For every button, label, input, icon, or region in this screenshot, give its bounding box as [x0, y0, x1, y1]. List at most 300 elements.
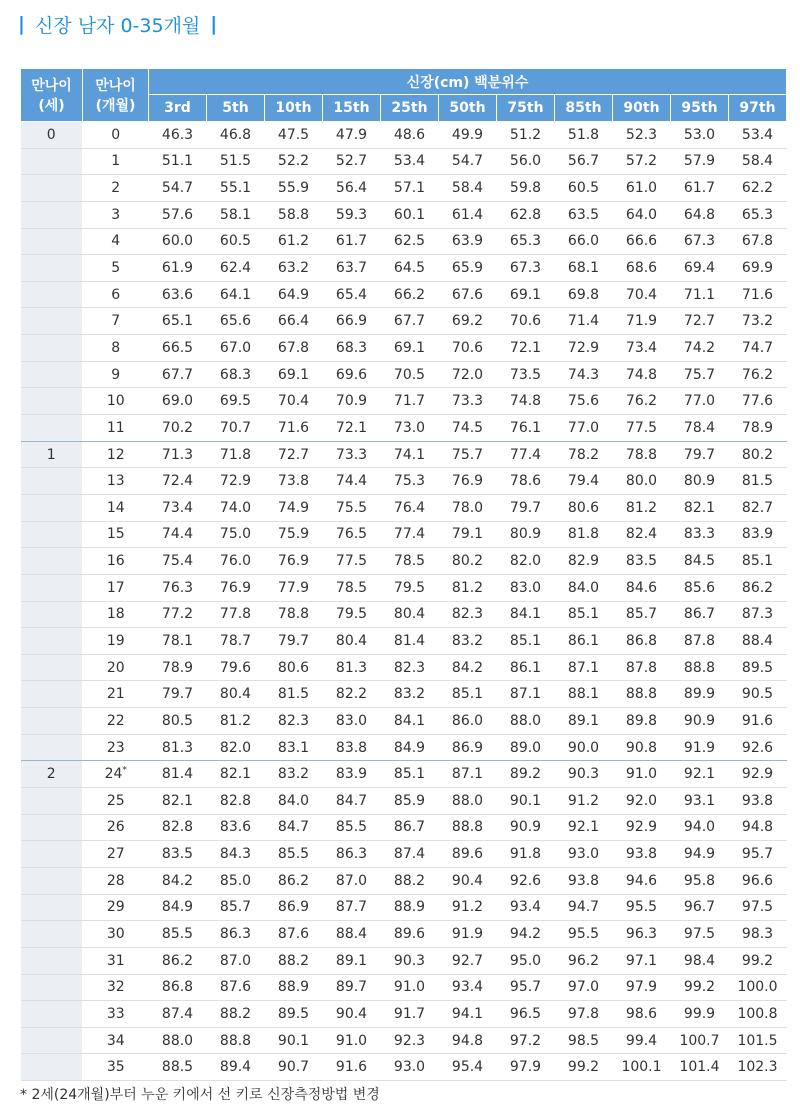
age-months-cell: 7: [83, 308, 149, 335]
height-value-cell: 88.5: [149, 1054, 207, 1081]
height-value-cell: 66.4: [265, 308, 323, 335]
height-value-cell: 69.8: [555, 281, 613, 308]
height-value-cell: 90.1: [265, 1027, 323, 1054]
height-value-cell: 90.7: [265, 1054, 323, 1081]
height-value-cell: 82.3: [265, 708, 323, 735]
height-value-cell: 93.0: [555, 841, 613, 868]
height-value-cell: 93.4: [439, 974, 497, 1001]
height-value-cell: 62.5: [381, 228, 439, 255]
table-row: [21, 894, 787, 921]
age-months-cell: 20: [83, 654, 149, 681]
height-value-cell: 77.2: [149, 601, 207, 628]
height-value-cell: 93.0: [381, 1054, 439, 1081]
table-row: [21, 441, 787, 468]
height-value-cell: 52.7: [323, 148, 381, 175]
height-value-cell: 80.9: [497, 521, 555, 548]
height-value-cell: 99.2: [671, 974, 729, 1001]
age-years-cell: [21, 175, 83, 202]
height-value-cell: 92.0: [613, 788, 671, 815]
height-value-cell: 63.2: [265, 255, 323, 282]
height-value-cell: 91.9: [439, 921, 497, 948]
age-months-cell: 21: [83, 681, 149, 708]
height-value-cell: 85.5: [323, 814, 381, 841]
height-value-cell: 97.1: [613, 947, 671, 974]
height-value-cell: 101.4: [671, 1054, 729, 1081]
height-value-cell: 94.7: [555, 894, 613, 921]
age-years-cell: [21, 548, 83, 575]
height-value-cell: 84.3: [207, 841, 265, 868]
header-age-months: 만나이 (개월): [83, 69, 149, 122]
height-value-cell: 98.5: [555, 1027, 613, 1054]
age-years-cell: [21, 415, 83, 442]
height-value-cell: 83.9: [729, 521, 787, 548]
height-value-cell: 75.5: [323, 494, 381, 521]
table-row: [21, 1001, 787, 1028]
height-value-cell: 77.5: [323, 548, 381, 575]
height-value-cell: 87.4: [149, 1001, 207, 1028]
height-value-cell: 95.0: [497, 947, 555, 974]
height-value-cell: 72.7: [265, 441, 323, 468]
height-value-cell: 53.0: [671, 122, 729, 149]
height-value-cell: 74.1: [381, 441, 439, 468]
height-value-cell: 81.4: [149, 761, 207, 788]
height-value-cell: 79.6: [207, 654, 265, 681]
height-value-cell: 91.2: [439, 894, 497, 921]
age-years-cell: [21, 468, 83, 495]
height-value-cell: 91.9: [671, 734, 729, 761]
height-value-cell: 74.4: [149, 521, 207, 548]
height-value-cell: 84.2: [149, 867, 207, 894]
height-value-cell: 94.1: [439, 1001, 497, 1028]
height-value-cell: 80.6: [555, 494, 613, 521]
age-years-cell: [21, 708, 83, 735]
age-years-cell: 2: [21, 761, 83, 788]
height-value-cell: 73.3: [439, 388, 497, 415]
table-row: [21, 814, 787, 841]
height-value-cell: 87.1: [439, 761, 497, 788]
height-value-cell: 69.4: [671, 255, 729, 282]
height-value-cell: 74.2: [671, 335, 729, 362]
height-value-cell: 46.8: [207, 122, 265, 149]
height-value-cell: 60.5: [207, 228, 265, 255]
height-value-cell: 87.1: [497, 681, 555, 708]
height-value-cell: 90.8: [613, 734, 671, 761]
table-row: [21, 521, 787, 548]
height-value-cell: 76.2: [729, 361, 787, 388]
title-bar-left: |: [18, 13, 25, 35]
age-years-cell: [21, 521, 83, 548]
height-value-cell: 65.3: [497, 228, 555, 255]
height-value-cell: 46.3: [149, 122, 207, 149]
height-value-cell: 85.9: [381, 788, 439, 815]
table-row: [21, 415, 787, 442]
height-value-cell: 89.1: [323, 947, 381, 974]
height-value-cell: 95.7: [497, 974, 555, 1001]
height-value-cell: 92.9: [729, 761, 787, 788]
age-months-cell: 8: [83, 335, 149, 362]
height-value-cell: 77.0: [671, 388, 729, 415]
height-value-cell: 92.3: [381, 1027, 439, 1054]
height-value-cell: 63.5: [555, 201, 613, 228]
height-value-cell: 51.8: [555, 122, 613, 149]
height-value-cell: 79.5: [381, 574, 439, 601]
height-value-cell: 70.9: [323, 388, 381, 415]
height-value-cell: 87.1: [555, 654, 613, 681]
age-years-cell: [21, 494, 83, 521]
height-value-cell: 83.5: [149, 841, 207, 868]
height-value-cell: 63.6: [149, 281, 207, 308]
height-value-cell: 84.1: [497, 601, 555, 628]
height-value-cell: 77.8: [207, 601, 265, 628]
height-value-cell: 86.7: [381, 814, 439, 841]
height-value-cell: 69.2: [439, 308, 497, 335]
height-value-cell: 74.0: [207, 494, 265, 521]
height-value-cell: 90.4: [439, 867, 497, 894]
age-years-cell: [21, 1054, 83, 1081]
height-value-cell: 92.7: [439, 947, 497, 974]
page-title: [18, 8, 217, 40]
height-value-cell: 87.0: [323, 867, 381, 894]
header-percentile: 10th: [265, 95, 323, 122]
height-value-cell: 62.8: [497, 201, 555, 228]
height-value-cell: 87.6: [207, 974, 265, 1001]
height-value-cell: 58.1: [207, 201, 265, 228]
height-value-cell: 80.4: [323, 628, 381, 655]
table-row: [21, 628, 787, 655]
age-months-cell: 25: [83, 788, 149, 815]
table-row: [21, 761, 787, 788]
header-percentile-group: 신장(cm) 백분위수: [149, 69, 787, 95]
height-value-cell: 71.9: [613, 308, 671, 335]
age-months-cell: 12: [83, 441, 149, 468]
height-value-cell: 78.9: [149, 654, 207, 681]
height-value-cell: 75.0: [207, 521, 265, 548]
height-value-cell: 84.2: [439, 654, 497, 681]
height-value-cell: 91.6: [323, 1054, 381, 1081]
height-value-cell: 64.0: [613, 201, 671, 228]
height-value-cell: 71.6: [729, 281, 787, 308]
age-years-cell: [21, 947, 83, 974]
height-value-cell: 55.9: [265, 175, 323, 202]
height-value-cell: 77.9: [265, 574, 323, 601]
age-months-cell: 14: [83, 494, 149, 521]
height-value-cell: 81.2: [613, 494, 671, 521]
height-value-cell: 85.1: [729, 548, 787, 575]
height-value-cell: 78.2: [555, 441, 613, 468]
height-value-cell: 67.6: [439, 281, 497, 308]
header-percentile: 50th: [439, 95, 497, 122]
height-value-cell: 58.4: [729, 148, 787, 175]
height-value-cell: 84.1: [381, 708, 439, 735]
height-value-cell: 82.1: [207, 761, 265, 788]
height-value-cell: 87.6: [265, 921, 323, 948]
height-value-cell: 91.0: [323, 1027, 381, 1054]
height-value-cell: 92.1: [555, 814, 613, 841]
height-value-cell: 70.6: [497, 308, 555, 335]
height-value-cell: 82.7: [729, 494, 787, 521]
table-row: [21, 974, 787, 1001]
height-value-cell: 51.1: [149, 148, 207, 175]
height-value-cell: 79.7: [265, 628, 323, 655]
height-value-cell: 71.6: [265, 415, 323, 442]
height-value-cell: 95.4: [439, 1054, 497, 1081]
height-value-cell: 89.6: [381, 921, 439, 948]
height-value-cell: 61.4: [439, 201, 497, 228]
height-value-cell: 80.4: [381, 601, 439, 628]
height-value-cell: 89.9: [671, 681, 729, 708]
age-months-cell: 15: [83, 521, 149, 548]
height-value-cell: 86.3: [323, 841, 381, 868]
height-value-cell: 75.7: [671, 361, 729, 388]
table-row: [21, 335, 787, 362]
age-years-cell: [21, 841, 83, 868]
height-value-cell: 61.9: [149, 255, 207, 282]
height-value-cell: 88.4: [323, 921, 381, 948]
height-value-cell: 71.3: [149, 441, 207, 468]
height-value-cell: 77.4: [497, 441, 555, 468]
height-value-cell: 91.8: [497, 841, 555, 868]
height-value-cell: 81.4: [381, 628, 439, 655]
height-value-cell: 83.9: [323, 761, 381, 788]
height-value-cell: 91.7: [381, 1001, 439, 1028]
height-value-cell: 96.5: [497, 1001, 555, 1028]
age-months-cell: 0: [83, 122, 149, 149]
age-months-cell: 6: [83, 281, 149, 308]
height-value-cell: 78.5: [381, 548, 439, 575]
height-value-cell: 82.1: [149, 788, 207, 815]
height-value-cell: 67.7: [381, 308, 439, 335]
age-months-cell: 27: [83, 841, 149, 868]
height-value-cell: 77.0: [555, 415, 613, 442]
age-months-cell: 16: [83, 548, 149, 575]
height-value-cell: 67.3: [671, 228, 729, 255]
height-value-cell: 88.8: [439, 814, 497, 841]
height-value-cell: 88.0: [497, 708, 555, 735]
height-value-cell: 84.9: [381, 734, 439, 761]
table-row: [21, 841, 787, 868]
height-value-cell: 53.4: [729, 122, 787, 149]
height-value-cell: 53.4: [381, 148, 439, 175]
height-value-cell: 82.3: [381, 654, 439, 681]
height-value-cell: 66.0: [555, 228, 613, 255]
height-value-cell: 97.9: [613, 974, 671, 1001]
height-value-cell: 74.7: [729, 335, 787, 362]
height-value-cell: 69.1: [381, 335, 439, 362]
table-row: [21, 1054, 787, 1081]
age-years-cell: [21, 388, 83, 415]
height-value-cell: 76.9: [439, 468, 497, 495]
height-value-cell: 100.8: [729, 1001, 787, 1028]
height-value-cell: 83.3: [671, 521, 729, 548]
height-value-cell: 72.4: [149, 468, 207, 495]
height-value-cell: 74.5: [439, 415, 497, 442]
height-value-cell: 96.3: [613, 921, 671, 948]
height-value-cell: 79.7: [497, 494, 555, 521]
height-value-cell: 70.6: [439, 335, 497, 362]
height-value-cell: 72.0: [439, 361, 497, 388]
height-value-cell: 85.0: [207, 867, 265, 894]
height-value-cell: 79.7: [149, 681, 207, 708]
height-value-cell: 65.9: [439, 255, 497, 282]
height-value-cell: 78.7: [207, 628, 265, 655]
height-value-cell: 48.6: [381, 122, 439, 149]
height-value-cell: 61.0: [613, 175, 671, 202]
height-value-cell: 64.8: [671, 201, 729, 228]
age-months-cell: 17: [83, 574, 149, 601]
height-value-cell: 67.7: [149, 361, 207, 388]
height-value-cell: 61.2: [265, 228, 323, 255]
height-value-cell: 75.7: [439, 441, 497, 468]
height-value-cell: 99.2: [729, 947, 787, 974]
height-value-cell: 89.5: [265, 1001, 323, 1028]
height-value-cell: 93.8: [729, 788, 787, 815]
height-value-cell: 59.8: [497, 175, 555, 202]
title-text: 신장 남자 0-35개월: [34, 14, 201, 37]
height-value-cell: 84.7: [323, 788, 381, 815]
table-row: [21, 681, 787, 708]
height-value-cell: 86.3: [207, 921, 265, 948]
height-value-cell: 69.5: [207, 388, 265, 415]
height-value-cell: 56.0: [497, 148, 555, 175]
table-row: [21, 201, 787, 228]
age-years-cell: [21, 628, 83, 655]
height-value-cell: 96.6: [729, 867, 787, 894]
table-row: [21, 175, 787, 202]
height-value-cell: 73.0: [381, 415, 439, 442]
height-value-cell: 88.2: [265, 947, 323, 974]
height-value-cell: 98.3: [729, 921, 787, 948]
height-value-cell: 85.7: [613, 601, 671, 628]
table-row: [21, 921, 787, 948]
height-value-cell: 68.3: [207, 361, 265, 388]
height-value-cell: 81.2: [439, 574, 497, 601]
height-value-cell: 86.8: [149, 974, 207, 1001]
height-value-cell: 98.4: [671, 947, 729, 974]
age-years-cell: [21, 921, 83, 948]
height-value-cell: 94.9: [671, 841, 729, 868]
height-value-cell: 71.1: [671, 281, 729, 308]
height-value-cell: 78.8: [265, 601, 323, 628]
header-percentile: 5th: [207, 95, 265, 122]
height-value-cell: 80.2: [729, 441, 787, 468]
age-years-cell: [21, 148, 83, 175]
height-value-cell: 71.8: [207, 441, 265, 468]
height-value-cell: 96.2: [555, 947, 613, 974]
height-value-cell: 89.4: [207, 1054, 265, 1081]
height-value-cell: 84.9: [149, 894, 207, 921]
age-months-cell: 10: [83, 388, 149, 415]
height-value-cell: 82.8: [207, 788, 265, 815]
header-percentile: 85th: [555, 95, 613, 122]
height-value-cell: 67.8: [729, 228, 787, 255]
height-value-cell: 72.1: [323, 415, 381, 442]
height-value-cell: 78.9: [729, 415, 787, 442]
table-row: [21, 574, 787, 601]
height-value-cell: 89.8: [613, 708, 671, 735]
height-value-cell: 83.2: [439, 628, 497, 655]
height-value-cell: 73.2: [729, 308, 787, 335]
height-value-cell: 79.5: [323, 601, 381, 628]
height-value-cell: 89.7: [323, 974, 381, 1001]
age-years-cell: [21, 788, 83, 815]
height-value-cell: 70.4: [613, 281, 671, 308]
height-value-cell: 74.4: [323, 468, 381, 495]
height-value-cell: 91.0: [613, 761, 671, 788]
height-value-cell: 69.9: [729, 255, 787, 282]
age-years-cell: [21, 308, 83, 335]
height-value-cell: 72.9: [555, 335, 613, 362]
height-value-cell: 87.0: [207, 947, 265, 974]
height-value-cell: 70.5: [381, 361, 439, 388]
age-months-cell: 2: [83, 175, 149, 202]
height-value-cell: 92.6: [729, 734, 787, 761]
height-value-cell: 81.8: [555, 521, 613, 548]
height-value-cell: 86.2: [265, 867, 323, 894]
height-value-cell: 92.6: [497, 867, 555, 894]
height-value-cell: 86.0: [439, 708, 497, 735]
height-value-cell: 70.2: [149, 415, 207, 442]
height-value-cell: 83.2: [381, 681, 439, 708]
height-value-cell: 94.8: [729, 814, 787, 841]
height-value-cell: 98.6: [613, 1001, 671, 1028]
height-value-cell: 66.6: [613, 228, 671, 255]
height-value-cell: 88.8: [613, 681, 671, 708]
height-value-cell: 90.0: [555, 734, 613, 761]
height-value-cell: 99.9: [671, 1001, 729, 1028]
height-value-cell: 97.5: [729, 894, 787, 921]
height-value-cell: 88.0: [149, 1027, 207, 1054]
height-value-cell: 57.9: [671, 148, 729, 175]
height-value-cell: 86.8: [613, 628, 671, 655]
height-value-cell: 90.9: [497, 814, 555, 841]
height-value-cell: 90.3: [381, 947, 439, 974]
table-row: [21, 654, 787, 681]
height-value-cell: 60.5: [555, 175, 613, 202]
height-value-cell: 62.4: [207, 255, 265, 282]
age-years-cell: [21, 1027, 83, 1054]
height-value-cell: 97.8: [555, 1001, 613, 1028]
age-months-cell: 31: [83, 947, 149, 974]
height-value-cell: 94.0: [671, 814, 729, 841]
height-value-cell: 64.1: [207, 281, 265, 308]
height-percentile-table: [20, 68, 787, 1081]
header-percentile: 97th: [729, 95, 787, 122]
height-value-cell: 79.7: [671, 441, 729, 468]
table-row: [21, 281, 787, 308]
height-value-cell: 87.3: [729, 601, 787, 628]
height-value-cell: 90.9: [671, 708, 729, 735]
height-value-cell: 66.5: [149, 335, 207, 362]
height-value-cell: 71.7: [381, 388, 439, 415]
height-value-cell: 61.7: [323, 228, 381, 255]
height-value-cell: 94.8: [439, 1027, 497, 1054]
height-value-cell: 83.1: [265, 734, 323, 761]
height-value-cell: 85.1: [439, 681, 497, 708]
age-years-cell: 0: [21, 122, 83, 149]
height-value-cell: 70.4: [265, 388, 323, 415]
height-value-cell: 69.1: [497, 281, 555, 308]
height-value-cell: 93.8: [555, 867, 613, 894]
height-value-cell: 89.5: [729, 654, 787, 681]
height-value-cell: 75.6: [555, 388, 613, 415]
header-percentile: 75th: [497, 95, 555, 122]
height-value-cell: 76.1: [497, 415, 555, 442]
height-value-cell: 80.4: [207, 681, 265, 708]
age-years-cell: [21, 228, 83, 255]
height-value-cell: 56.4: [323, 175, 381, 202]
height-value-cell: 100.7: [671, 1027, 729, 1054]
age-years-cell: [21, 361, 83, 388]
